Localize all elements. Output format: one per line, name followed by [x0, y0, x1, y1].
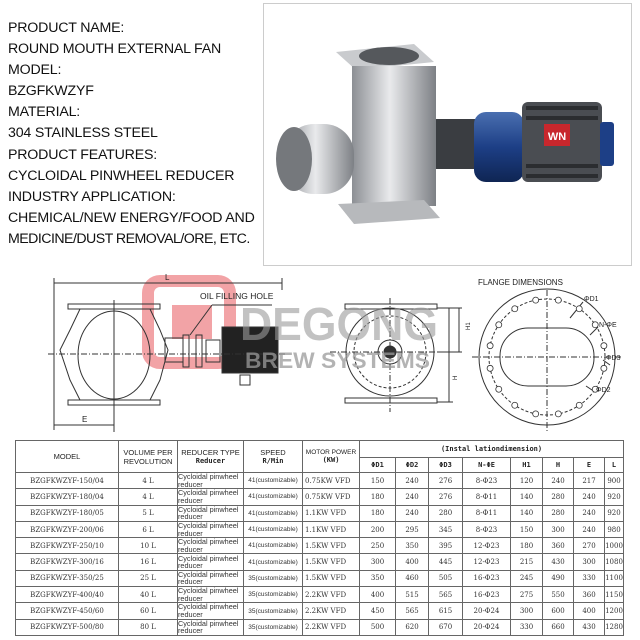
- table-cell: 280: [429, 505, 463, 521]
- table-cell: 240: [396, 473, 429, 489]
- dim-h-label: H: [453, 375, 459, 380]
- table-cell: 980: [605, 521, 624, 537]
- table-cell: 240: [396, 505, 429, 521]
- spec-table: [15, 440, 624, 636]
- table-cell: 240: [396, 489, 429, 505]
- table-cell: 460: [396, 570, 429, 586]
- table-cell: 670: [429, 619, 463, 635]
- table-cell: 10 L: [119, 538, 178, 554]
- table-cell: 565: [396, 603, 429, 619]
- watermark-line1: DEGONG: [240, 298, 438, 350]
- table-cell: Cycloidal pinwheel reducer: [178, 587, 244, 603]
- table-cell: 660: [543, 619, 574, 635]
- table-cell: Cycloidal pinwheel reducer: [178, 521, 244, 537]
- bolt-hole: [512, 306, 518, 312]
- table-cell: 16 L: [119, 554, 178, 570]
- flange-d1-label: ΦD1: [584, 296, 599, 303]
- table-cell: BZGFKWZYF-350/25: [16, 570, 119, 586]
- table-cell: 60 L: [119, 603, 178, 619]
- product-spec-list: [8, 18, 262, 250]
- table-cell: 41(customizable): [244, 489, 303, 505]
- spec-line: ROUND MOUTH EXTERNAL FAN: [8, 41, 222, 58]
- dimension-drawings: [0, 268, 640, 440]
- dim-e-label: E: [82, 415, 88, 424]
- table-cell: 41(customizable): [244, 554, 303, 570]
- table-row: [16, 505, 624, 521]
- spec-line: MATERIAL:: [8, 104, 81, 121]
- table-cell: 620: [396, 619, 429, 635]
- table-cell: BZGFKWZYF-500/80: [16, 619, 119, 635]
- table-cell: BZGFKWZYF-450/60: [16, 603, 119, 619]
- table-cell: 20-Φ24: [463, 619, 511, 635]
- bolt-hole: [487, 365, 493, 371]
- spec-line: BZGFKWZYF: [8, 83, 94, 100]
- table-cell: 280: [543, 505, 574, 521]
- table-cell: 1200: [605, 603, 624, 619]
- table-cell: 2.2KW VFD: [303, 619, 360, 635]
- table-cell: 2.2KW VFD: [303, 587, 360, 603]
- bolt-hole: [576, 402, 582, 408]
- table-cell: 8-Φ23: [463, 473, 511, 489]
- table-cell: 400: [574, 603, 605, 619]
- table-cell: 360: [574, 587, 605, 603]
- table-cell: 41(customizable): [244, 521, 303, 537]
- table-cell: 515: [396, 587, 429, 603]
- table-cell: 1280: [605, 619, 624, 635]
- watermark-line2: BREW SYSTEMS: [245, 348, 430, 373]
- table-cell: 35(customizable): [244, 587, 303, 603]
- table-cell: 12-Φ23: [463, 538, 511, 554]
- table-row: [16, 489, 624, 505]
- table-cell: 180: [360, 489, 396, 505]
- table-row: [16, 473, 624, 489]
- table-cell: 1100: [605, 570, 624, 586]
- table-row: [16, 570, 624, 586]
- bolt-hole: [601, 365, 607, 371]
- table-cell: 8-Φ23: [463, 521, 511, 537]
- table-cell: 6 L: [119, 521, 178, 537]
- table-cell: 5 L: [119, 505, 178, 521]
- header-h1: H1: [511, 458, 543, 473]
- table-cell: 300: [511, 603, 543, 619]
- header-motor-sub: (KW): [322, 456, 340, 464]
- table-cell: 240: [574, 521, 605, 537]
- table-cell: 300: [574, 554, 605, 570]
- table-cell: 240: [574, 505, 605, 521]
- table-cell: 200: [360, 521, 396, 537]
- table-cell: 1150: [605, 587, 624, 603]
- spec-line: CHEMICAL/NEW ENERGY/FOOD AND: [8, 209, 255, 226]
- bolt-hole: [592, 322, 598, 328]
- table-cell: 276: [429, 489, 463, 505]
- table-cell: 600: [543, 603, 574, 619]
- table-cell: 360: [543, 538, 574, 554]
- table-cell: 900: [605, 473, 624, 489]
- table-cell: 345: [429, 521, 463, 537]
- table-cell: BZGFKWZYF-250/10: [16, 538, 119, 554]
- table-cell: 276: [429, 473, 463, 489]
- table-cell: Cycloidal pinwheel reducer: [178, 473, 244, 489]
- header-d2: ΦD2: [396, 458, 429, 473]
- bolt-hole: [487, 343, 493, 349]
- table-cell: 1000: [605, 538, 624, 554]
- table-cell: BZGFKWZYF-180/04: [16, 489, 119, 505]
- table-cell: 500: [360, 619, 396, 635]
- header-model: MODEL: [16, 441, 119, 473]
- spec-line: MODEL:: [8, 62, 62, 79]
- table-cell: 35(customizable): [244, 619, 303, 635]
- motor-badge: WN: [547, 131, 567, 143]
- table-cell: 1.5KW VFD: [303, 538, 360, 554]
- table-cell: 300: [360, 554, 396, 570]
- table-cell: 1.5KW VFD: [303, 554, 360, 570]
- table-cell: 430: [543, 554, 574, 570]
- spec-line: PRODUCT FEATURES:: [8, 146, 157, 163]
- table-cell: BZGFKWZYF-200/06: [16, 521, 119, 537]
- table-cell: 295: [396, 521, 429, 537]
- table-row: [16, 619, 624, 635]
- table-cell: 140: [511, 505, 543, 521]
- table-cell: 450: [360, 603, 396, 619]
- table-cell: 41(customizable): [244, 505, 303, 521]
- table-cell: 1.5KW VFD: [303, 570, 360, 586]
- bolt-hole: [496, 322, 502, 328]
- table-cell: 0.75KW VFD: [303, 489, 360, 505]
- table-cell: 350: [360, 570, 396, 586]
- table-cell: 250: [360, 538, 396, 554]
- table-cell: Cycloidal pinwheel reducer: [178, 603, 244, 619]
- table-cell: 1080: [605, 554, 624, 570]
- table-cell: Cycloidal pinwheel reducer: [178, 619, 244, 635]
- table-cell: 16-Φ23: [463, 570, 511, 586]
- table-cell: 16-Φ23: [463, 587, 511, 603]
- table-cell: 395: [429, 538, 463, 554]
- header-reducer: [178, 441, 244, 473]
- table-cell: Cycloidal pinwheel reducer: [178, 538, 244, 554]
- table-cell: 350: [396, 538, 429, 554]
- table-cell: 120: [511, 473, 543, 489]
- table-cell: 280: [543, 489, 574, 505]
- spec-line: INDUSTRY APPLICATION:: [8, 188, 176, 205]
- table-cell: Cycloidal pinwheel reducer: [178, 505, 244, 521]
- table-cell: 41(customizable): [244, 473, 303, 489]
- table-cell: 490: [543, 570, 574, 586]
- table-cell: 430: [574, 619, 605, 635]
- bolt-hole: [533, 297, 539, 303]
- header-volume: VOLUME PER REVOLUTION: [119, 441, 178, 473]
- table-cell: BZGFKWZYF-180/05: [16, 505, 119, 521]
- table-cell: 41(customizable): [244, 538, 303, 554]
- bolt-hole: [555, 297, 561, 303]
- product-photo: [263, 3, 632, 266]
- header-l: L: [605, 458, 624, 473]
- table-cell: 8-Φ11: [463, 505, 511, 521]
- table-cell: 1.1KW VFD: [303, 521, 360, 537]
- table-cell: Cycloidal pinwheel reducer: [178, 570, 244, 586]
- header-reducer-label: REDUCER TYPE: [181, 448, 240, 457]
- table-cell: 217: [574, 473, 605, 489]
- table-cell: 140: [511, 489, 543, 505]
- table-cell: 40 L: [119, 587, 178, 603]
- dim-h1-label: H1: [466, 322, 472, 330]
- header-d1: ΦD1: [360, 458, 396, 473]
- spec-line: 304 STAINLESS STEEL: [8, 125, 158, 142]
- table-cell: 550: [543, 587, 574, 603]
- table-row: [16, 538, 624, 554]
- table-cell: 2.2KW VFD: [303, 603, 360, 619]
- flange-ne-label: N-ΦE: [599, 322, 617, 329]
- dim-l-label: L: [165, 273, 170, 282]
- table-row: [16, 587, 624, 603]
- table-cell: 20-Φ24: [463, 603, 511, 619]
- spec-line: PRODUCT NAME:: [8, 20, 125, 36]
- bolt-hole: [496, 386, 502, 392]
- bolt-hole: [512, 402, 518, 408]
- header-e: E: [574, 458, 605, 473]
- header-reducer-sub: Reducer: [195, 457, 226, 465]
- table-cell: 920: [605, 489, 624, 505]
- oil-filling-hole-label: OIL FILLING HOLE: [200, 291, 274, 301]
- table-cell: 275: [511, 587, 543, 603]
- flange-d3-label: ΦD3: [606, 355, 621, 362]
- table-cell: 180: [511, 538, 543, 554]
- table-cell: 8-Φ11: [463, 489, 511, 505]
- bolt-hole: [533, 411, 539, 417]
- table-cell: 505: [429, 570, 463, 586]
- header-d3: ΦD3: [429, 458, 463, 473]
- table-cell: 35(customizable): [244, 603, 303, 619]
- table-cell: 25 L: [119, 570, 178, 586]
- table-cell: 330: [574, 570, 605, 586]
- table-cell: 400: [360, 587, 396, 603]
- table-cell: Cycloidal pinwheel reducer: [178, 554, 244, 570]
- table-cell: 35(customizable): [244, 570, 303, 586]
- spec-line: CYCLOIDAL PINWHEEL REDUCER: [8, 167, 235, 184]
- table-cell: 4 L: [119, 473, 178, 489]
- header-speed-label: SPEED: [260, 448, 286, 457]
- bolt-hole: [576, 306, 582, 312]
- header-speed: [244, 441, 303, 473]
- header-motor: [303, 441, 360, 473]
- spec-line: MEDICINE/DUST REMOVAL/ORE, ETC.: [8, 230, 250, 247]
- table-cell: 150: [511, 521, 543, 537]
- table-cell: 445: [429, 554, 463, 570]
- table-cell: 180: [360, 505, 396, 521]
- bolt-hole: [555, 411, 561, 417]
- header-h: H: [543, 458, 574, 473]
- table-cell: 150: [360, 473, 396, 489]
- table-cell: 240: [574, 489, 605, 505]
- table-cell: 270: [574, 538, 605, 554]
- table-row: [16, 554, 624, 570]
- table-cell: 0.75KW VFD: [303, 473, 360, 489]
- bolt-hole: [601, 343, 607, 349]
- header-ne: N-ΦE: [463, 458, 511, 473]
- table-cell: 215: [511, 554, 543, 570]
- table-cell: 240: [543, 473, 574, 489]
- table-cell: 565: [429, 587, 463, 603]
- table-cell: 920: [605, 505, 624, 521]
- flange-title: FLANGE DIMENSIONS: [478, 278, 563, 287]
- table-cell: Cycloidal pinwheel reducer: [178, 489, 244, 505]
- table-cell: BZGFKWZYF-150/04: [16, 473, 119, 489]
- table-row: [16, 603, 624, 619]
- table-cell: 80 L: [119, 619, 178, 635]
- header-install: (Instal lationdimension): [360, 441, 624, 458]
- table-cell: 1.1KW VFD: [303, 505, 360, 521]
- table-cell: BZGFKWZYF-300/16: [16, 554, 119, 570]
- table-cell: 330: [511, 619, 543, 635]
- flange-d2-label: ΦD2: [596, 387, 611, 394]
- header-speed-sub: R/Min: [262, 457, 284, 465]
- table-cell: 245: [511, 570, 543, 586]
- header-motor-label: MOTOR POWER: [305, 449, 357, 456]
- table-cell: 12-Φ23: [463, 554, 511, 570]
- table-cell: 4 L: [119, 489, 178, 505]
- table-cell: 400: [396, 554, 429, 570]
- table-row: [16, 521, 624, 537]
- table-cell: BZGFKWZYF-400/40: [16, 587, 119, 603]
- table-cell: 300: [543, 521, 574, 537]
- table-cell: 615: [429, 603, 463, 619]
